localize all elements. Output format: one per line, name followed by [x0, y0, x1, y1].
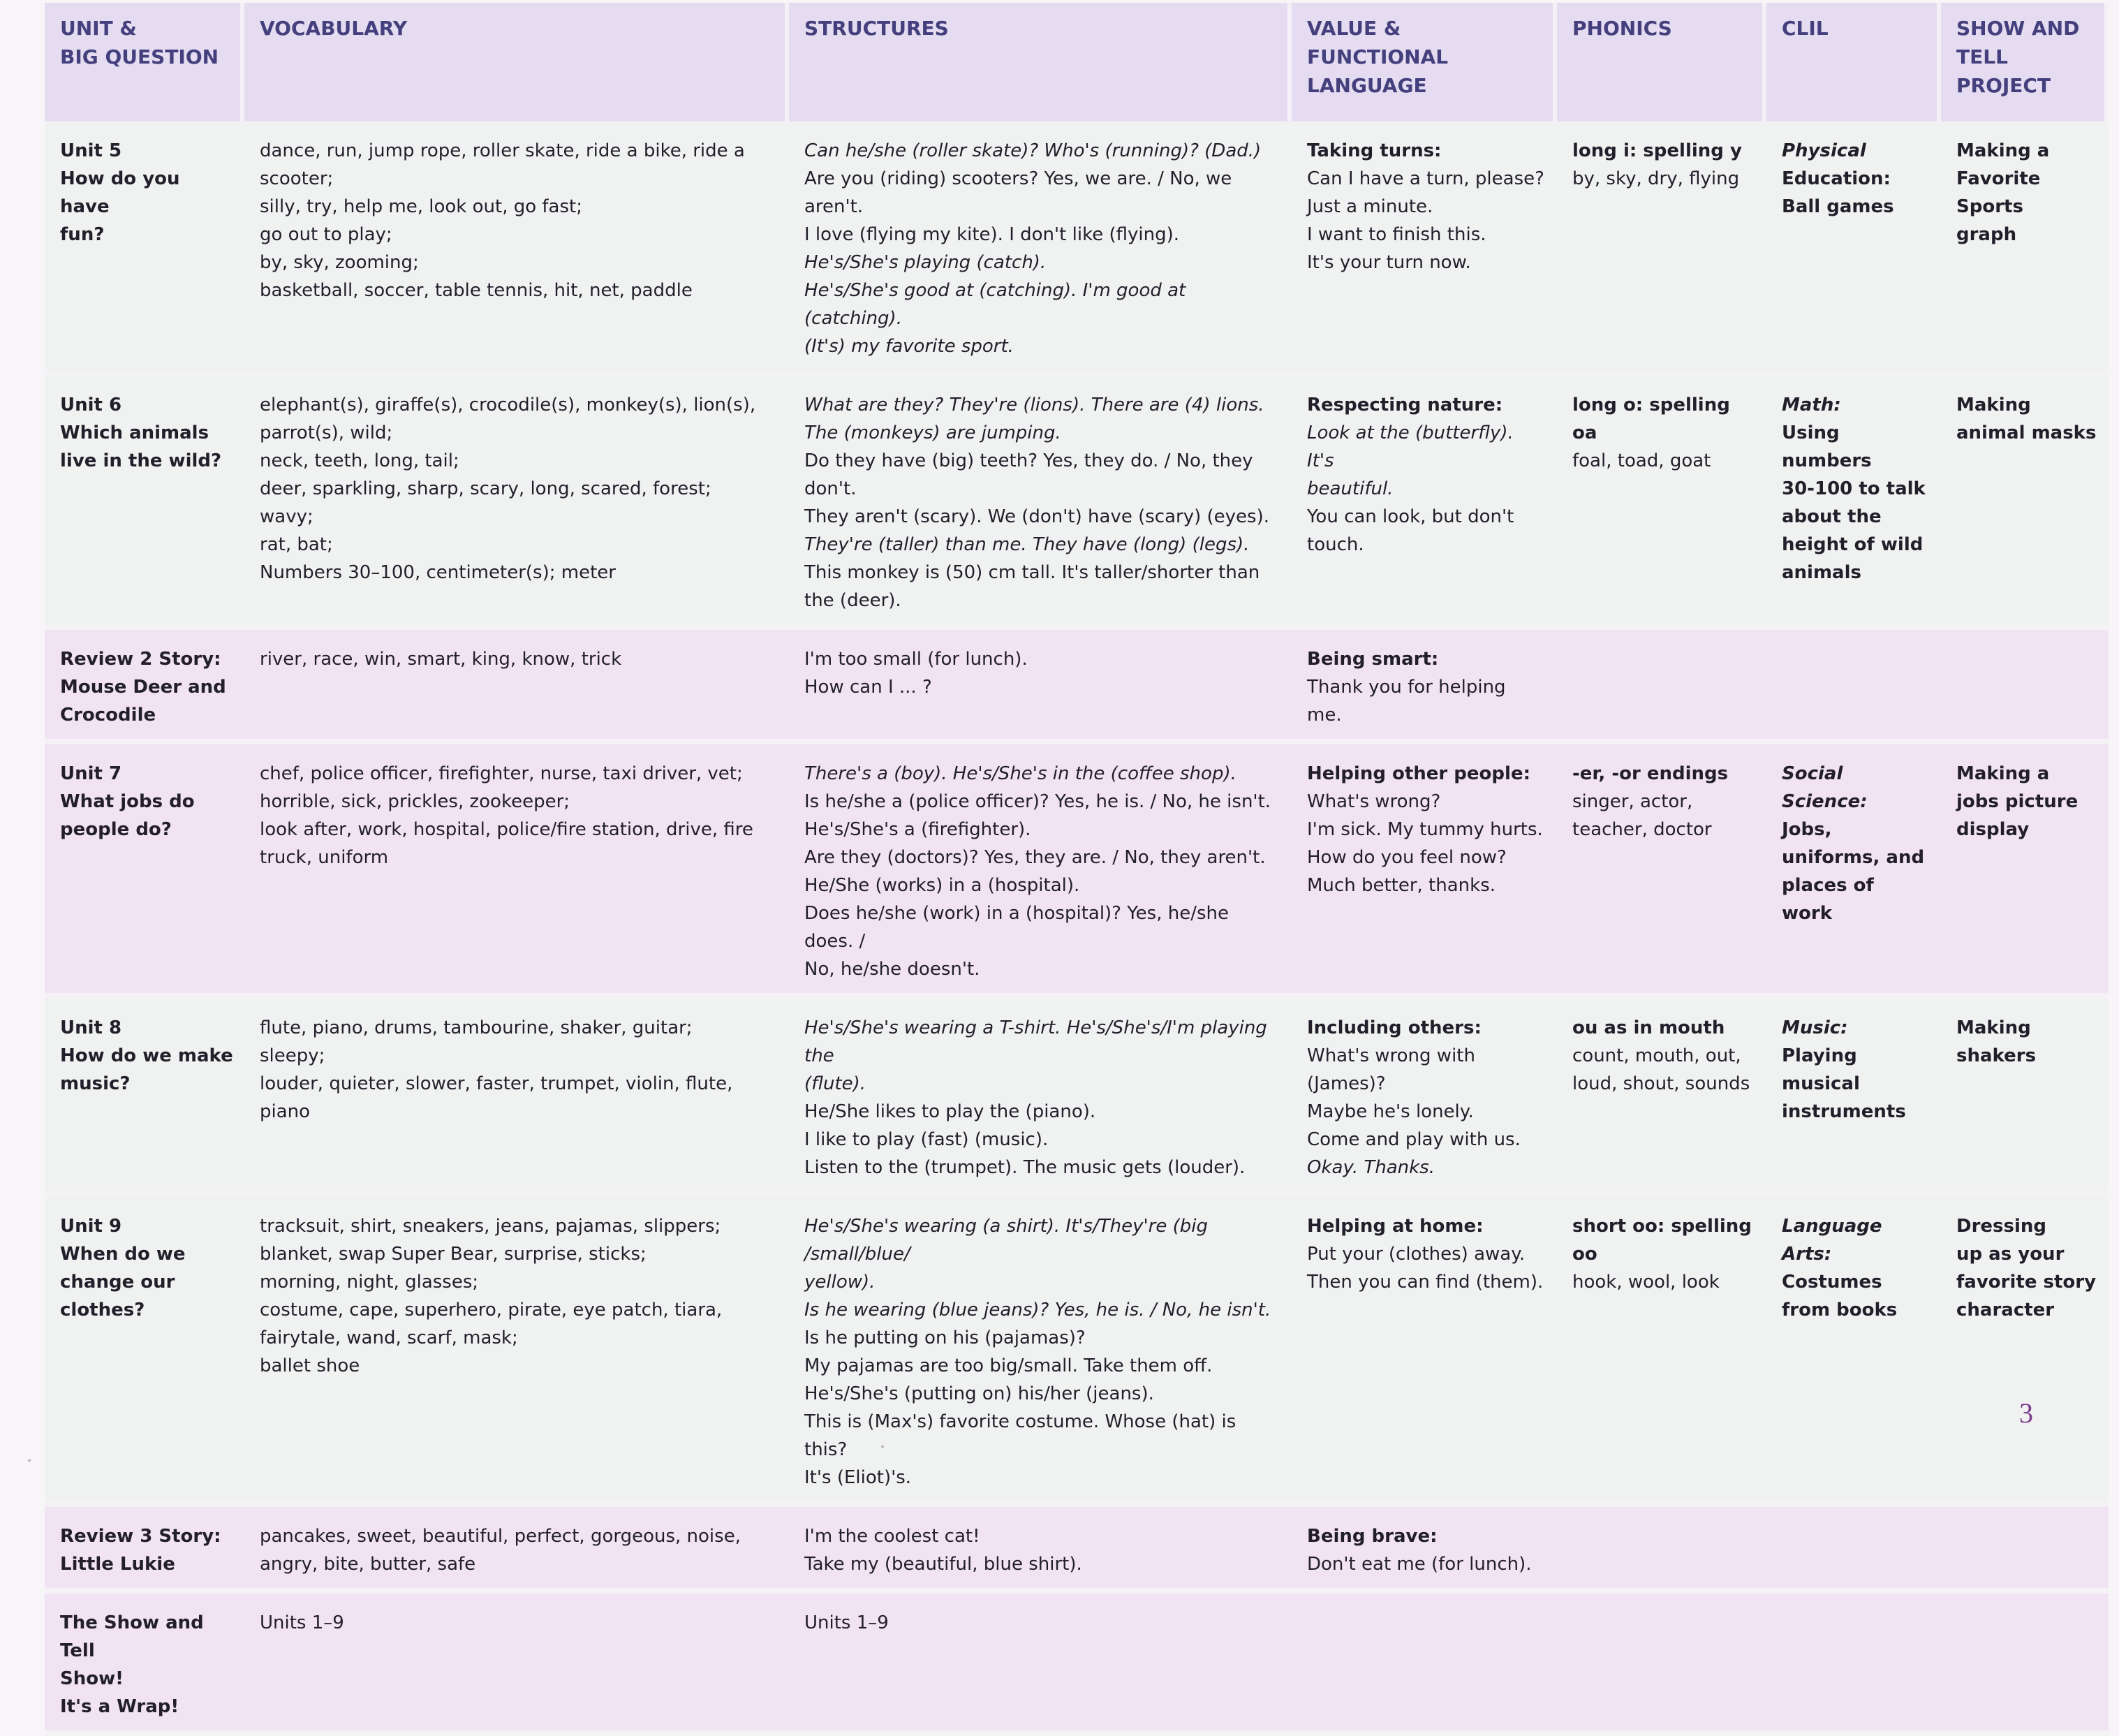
cell-vocabulary	[244, 122, 789, 376]
table-row	[45, 1507, 2109, 1594]
text-line: Music:	[1782, 1017, 1848, 1038]
text-line: Put your (clothes) away.	[1307, 1244, 1526, 1265]
table-row	[45, 630, 2109, 744]
text-line: How do we make	[60, 1045, 233, 1066]
cell-project	[1941, 744, 2109, 999]
text-line: Jobs,	[1782, 819, 1832, 840]
text-line: Social Science:	[1782, 763, 1868, 812]
cell-clil	[1766, 1594, 1941, 1736]
cell-structures	[789, 744, 1292, 999]
text-line: He's/She's playing (catch).	[804, 252, 1047, 273]
text-line: shakers	[1956, 1045, 2037, 1066]
text-line: (flute).	[804, 1073, 866, 1094]
text-line: Review 2 Story:	[60, 649, 221, 670]
text-line: truck, uniform	[260, 847, 389, 868]
text-line: I like to play (fast) (music).	[804, 1129, 1049, 1150]
header-vocabulary	[244, 3, 789, 122]
text-line: Do they have (big) teeth? Yes, they do. / No, they don't.	[804, 450, 1253, 499]
page-number: 3	[2019, 1397, 2033, 1429]
cell-phonics	[1557, 376, 1766, 630]
header-project	[1941, 3, 2109, 122]
text-line: He's/She's good at (catching). I'm good at (catching).	[804, 280, 1186, 329]
text-line: FUNCTIONAL	[1307, 45, 1449, 68]
text-line: UNIT &	[60, 17, 137, 40]
text-line: BIG QUESTION	[60, 45, 219, 68]
text-line: graph	[1956, 224, 2017, 245]
cell-structures	[789, 999, 1292, 1197]
text-line: Review 3 Story:	[60, 1526, 221, 1547]
cell-vocabulary	[244, 630, 789, 744]
text-line: Which animals	[60, 422, 209, 443]
text-line: hook, wool, look	[1572, 1272, 1720, 1293]
cell-structures	[789, 1507, 1292, 1594]
text-line: Come and play with us.	[1307, 1129, 1521, 1150]
text-line: oo	[1572, 1244, 1597, 1265]
text-line: Okay. Thanks.	[1307, 1157, 1435, 1178]
text-line: Making a	[1956, 140, 2050, 161]
text-line: Is he putting on his (pajamas)?	[804, 1327, 1086, 1348]
cell-phonics	[1557, 630, 1766, 744]
header-structures	[789, 3, 1292, 122]
text-line: It's your turn now.	[1307, 252, 1471, 273]
text-line: He's/She's (putting on) his/her (jeans).	[804, 1383, 1154, 1404]
text-line: Much better, thanks.	[1307, 875, 1496, 896]
text-line: the (deer).	[804, 590, 901, 611]
cell-unit	[45, 1507, 244, 1594]
text-line: music?	[60, 1073, 131, 1094]
text-line: This is (Max's) favorite costume. Whose (hat) is this?	[804, 1411, 1236, 1460]
text-line: fairytale, wand, scarf, mask;	[260, 1327, 518, 1348]
text-line: He's/She's a (firefighter).	[804, 819, 1031, 840]
table-row	[45, 376, 2109, 630]
text-line: Physical	[1782, 140, 1866, 161]
text-line: silly, try, help me, look out, go fast;	[260, 196, 582, 217]
text-line: They're (taller) than me. They have (long) (legs).	[804, 534, 1250, 555]
cell-project	[1941, 1197, 2109, 1507]
cell-structures	[789, 122, 1292, 376]
cell-structures	[789, 630, 1292, 744]
text-line: favorite story	[1956, 1272, 2097, 1293]
text-line: He's/She's wearing (a shirt). It's/They're (big /small/blue/	[804, 1216, 1208, 1265]
text-line: 30-100 to talk	[1782, 478, 1926, 499]
text-line: It's (Eliot)'s.	[804, 1467, 912, 1488]
text-line: He/She likes to play the (piano).	[804, 1101, 1096, 1122]
text-line: long i: spelling y	[1572, 140, 1742, 161]
cell-clil	[1766, 999, 1941, 1197]
text-line: Playing	[1782, 1045, 1857, 1066]
cell-project	[1941, 999, 2109, 1197]
cell-vocabulary	[244, 376, 789, 630]
text-line: You can look, but don't	[1307, 506, 1514, 527]
text-line: Units 1–9	[260, 1612, 344, 1633]
cell-project	[1941, 122, 2109, 376]
text-line: scooter;	[260, 168, 334, 189]
cell-unit	[45, 744, 244, 999]
text-line: Maybe he's lonely.	[1307, 1101, 1474, 1122]
text-line: Listen to the (trumpet). The music gets (louder).	[804, 1157, 1246, 1178]
text-line: clothes?	[60, 1300, 145, 1321]
table-row	[45, 999, 2109, 1197]
text-line: dance, run, jump rope, roller skate, ride a bike, ride a	[260, 140, 745, 161]
cell-phonics	[1557, 999, 1766, 1197]
text-line: VALUE &	[1307, 17, 1401, 40]
text-line: (It's) my favorite sport.	[804, 336, 1014, 357]
text-line: VOCABULARY	[260, 17, 408, 40]
text-line: ballet shoe	[260, 1355, 360, 1376]
text-line: parrot(s), wild;	[260, 422, 393, 443]
text-line: chef, police officer, firefighter, nurse, taxi driver, vet;	[260, 763, 743, 784]
header-phonics	[1557, 3, 1766, 122]
text-line: Taking turns:	[1307, 140, 1442, 161]
text-line: My pajamas are too big/small. Take them off.	[804, 1355, 1213, 1376]
text-line: Making	[1956, 1017, 2031, 1038]
text-line: basketball, soccer, table tennis, hit, net, paddle	[260, 280, 693, 301]
text-line: from books	[1782, 1300, 1898, 1321]
text-line: Dressing	[1956, 1216, 2047, 1237]
cell-phonics	[1557, 122, 1766, 376]
text-line: Show!	[60, 1668, 124, 1689]
text-line: Can he/she (roller skate)? Who's (running)? (Dad.)	[804, 140, 1262, 161]
cell-unit	[45, 999, 244, 1197]
text-line: louder, quieter, slower, faster, trumpet, violin, flute, piano	[260, 1073, 733, 1122]
text-line: flute, piano, drums, tambourine, shaker, guitar;	[260, 1017, 693, 1038]
text-line: up as your	[1956, 1244, 2065, 1265]
text-line: The Show and Tell	[60, 1612, 204, 1661]
text-line: Helping other people:	[1307, 763, 1530, 784]
text-line: animal masks	[1956, 422, 2097, 443]
text-line: Numbers 30–100, centimeter(s); meter	[260, 562, 616, 583]
text-line: instruments	[1782, 1101, 1906, 1122]
text-line: jobs picture	[1956, 791, 2079, 812]
cell-unit	[45, 630, 244, 744]
text-line: What's wrong?	[1307, 791, 1441, 812]
text-line: angry, bite, butter, safe	[260, 1554, 476, 1575]
text-line: Unit 6	[60, 395, 122, 415]
cell-unit	[45, 376, 244, 630]
text-line: about the	[1782, 506, 1882, 527]
text-line: I'm the coolest cat!	[804, 1526, 980, 1547]
text-line: numbers	[1782, 450, 1872, 471]
cell-value	[1292, 630, 1557, 744]
cell-vocabulary	[244, 999, 789, 1197]
text-line: Is he wearing (blue jeans)? Yes, he is. / No, he isn't.	[804, 1300, 1271, 1321]
text-line: Being brave:	[1307, 1526, 1438, 1547]
text-line: Are you (riding) scooters? Yes, we are. / No, we aren't.	[804, 168, 1232, 217]
text-line: fun?	[60, 224, 105, 245]
text-line: Math:	[1782, 395, 1841, 415]
text-line: The (monkeys) are jumping.	[804, 422, 1061, 443]
text-line: -er, -or endings	[1572, 763, 1729, 784]
text-line: places of work	[1782, 875, 1874, 924]
cell-value	[1292, 1507, 1557, 1594]
text-line: foal, toad, goat	[1572, 450, 1711, 471]
cell-value	[1292, 122, 1557, 376]
text-line: This monkey is (50) cm tall. It's taller/shorter than	[804, 562, 1260, 583]
header-clil	[1766, 3, 1941, 122]
text-line: How do you feel now?	[1307, 847, 1507, 868]
text-line: beautiful.	[1307, 478, 1394, 499]
print-speck	[881, 1446, 884, 1448]
table-row	[45, 1594, 2109, 1736]
text-line: Unit 7	[60, 763, 122, 784]
text-line: Using	[1782, 422, 1840, 443]
cell-project	[1941, 1594, 2109, 1736]
text-line: tracksuit, shirt, sneakers, jeans, pajamas, slippers;	[260, 1216, 721, 1237]
text-line: look after, work, hospital, police/fire station, drive, fire	[260, 819, 753, 840]
text-line: musical	[1782, 1073, 1860, 1094]
text-line: I'm too small (for lunch).	[804, 649, 1028, 670]
text-line: long o: spelling oa	[1572, 395, 1730, 443]
cell-unit	[45, 1197, 244, 1507]
text-line: display	[1956, 819, 2030, 840]
cell-phonics	[1557, 1507, 1766, 1594]
text-line: There's a (boy). He's/She's in the (coffee shop).	[804, 763, 1236, 784]
text-line: STRUCTURES	[804, 17, 949, 40]
text-line: How can I ... ?	[804, 677, 932, 698]
text-line: Being smart:	[1307, 649, 1439, 670]
text-line: SHOW AND	[1956, 17, 2080, 40]
text-line: Including others:	[1307, 1017, 1482, 1038]
cell-vocabulary	[244, 744, 789, 999]
text-line: elephant(s), giraffe(s), crocodile(s), monkey(s), lion(s),	[260, 395, 756, 415]
text-line: No, he/she doesn't.	[804, 959, 980, 980]
text-line: singer, actor,	[1572, 791, 1693, 812]
text-line: Respecting nature:	[1307, 395, 1503, 415]
text-line: Can I have a turn, please?	[1307, 168, 1544, 189]
cell-clil	[1766, 1507, 1941, 1594]
cell-phonics	[1557, 744, 1766, 999]
text-line: height of wild	[1782, 534, 1924, 555]
cell-project	[1941, 376, 2109, 630]
text-line: teacher, doctor	[1572, 819, 1712, 840]
text-line: animals	[1782, 562, 1861, 583]
text-line: neck, teeth, long, tail;	[260, 450, 459, 471]
text-line: Ball games	[1782, 196, 1894, 217]
text-line: sleepy;	[260, 1045, 325, 1066]
text-line: He's/She's wearing a T-shirt. He's/She's/I'm playing the	[804, 1017, 1267, 1066]
text-line: They aren't (scary). We (don't) have (scary) (eyes).	[804, 506, 1269, 527]
syllabus-rows	[45, 122, 2109, 1736]
text-line: character	[1956, 1300, 2055, 1321]
cell-phonics	[1557, 1197, 1766, 1507]
text-line: Making a	[1956, 763, 2050, 784]
cell-vocabulary	[244, 1197, 789, 1507]
text-line: Education:	[1782, 168, 1891, 189]
text-line: by, sky, zooming;	[260, 252, 419, 273]
text-line: blanket, swap Super Bear, surprise, sticks;	[260, 1244, 647, 1265]
table-row	[45, 744, 2109, 999]
text-line: What jobs do	[60, 791, 195, 812]
cell-project	[1941, 630, 2109, 744]
cell-value	[1292, 1197, 1557, 1507]
text-line: Look at the (butterfly). It's	[1307, 422, 1514, 471]
text-line: short oo: spelling	[1572, 1216, 1752, 1237]
text-line: uniforms, and	[1782, 847, 1925, 868]
text-line: Little Lukie	[60, 1554, 175, 1575]
table-row	[45, 122, 2109, 376]
text-line: morning, night, glasses;	[260, 1272, 479, 1293]
text-line: horrible, sick, prickles, zookeeper;	[260, 791, 570, 812]
text-line: I love (flying my kite). I don't like (flying).	[804, 224, 1179, 245]
text-line: by, sky, dry, flying	[1572, 168, 1740, 189]
text-line: change our	[60, 1272, 175, 1293]
cell-unit	[45, 1594, 244, 1736]
text-line: LANGUAGE	[1307, 74, 1427, 97]
text-line: When do we	[60, 1244, 186, 1265]
cell-structures	[789, 1197, 1292, 1507]
cell-phonics	[1557, 1594, 1766, 1736]
text-line: yellow).	[804, 1272, 876, 1293]
cell-value	[1292, 744, 1557, 999]
cell-clil	[1766, 122, 1941, 376]
text-line: Units 1–9	[804, 1612, 889, 1633]
text-line: What are they? They're (lions). There are (4) lions.	[804, 395, 1264, 415]
text-line: CLIL	[1782, 17, 1829, 40]
text-line: What's wrong with (James)?	[1307, 1045, 1475, 1094]
text-line: It's a Wrap!	[60, 1696, 179, 1717]
text-line: loud, shout, sounds	[1572, 1073, 1750, 1094]
text-line: Crocodile	[60, 705, 156, 726]
cell-structures	[789, 1594, 1292, 1736]
cell-vocabulary	[244, 1507, 789, 1594]
text-line: costume, cape, superhero, pirate, eye patch, tiara,	[260, 1300, 723, 1321]
text-line: touch.	[1307, 534, 1364, 555]
text-line: rat, bat;	[260, 534, 333, 555]
text-line: Does he/she (work) in a (hospital)? Yes, he/she does. /	[804, 903, 1230, 952]
text-line: Helping at home:	[1307, 1216, 1484, 1237]
text-line: people do?	[60, 819, 172, 840]
text-line: wavy;	[260, 506, 313, 527]
text-line: Costumes	[1782, 1272, 1882, 1293]
text-line: Take my (beautiful, blue shirt).	[804, 1554, 1082, 1575]
text-line: go out to play;	[260, 224, 392, 245]
text-line: Mouse Deer and	[60, 677, 226, 698]
cell-value	[1292, 999, 1557, 1197]
cell-project	[1941, 1507, 2109, 1594]
text-line: Is he/she a (police officer)? Yes, he is. / No, he isn't.	[804, 791, 1271, 812]
text-line: Making	[1956, 395, 2031, 415]
cell-clil	[1766, 744, 1941, 999]
text-line: He/She (works) in a (hospital).	[804, 875, 1080, 896]
text-line: I'm sick. My tummy hurts.	[1307, 819, 1543, 840]
text-line: Unit 8	[60, 1017, 122, 1038]
text-line: live in the wild?	[60, 450, 222, 471]
text-line: Thank you for helping me.	[1307, 677, 1506, 726]
cell-clil	[1766, 1197, 1941, 1507]
cell-unit	[45, 122, 244, 376]
text-line: How do you have	[60, 168, 180, 217]
text-line: ou as in mouth	[1572, 1017, 1725, 1038]
cell-clil	[1766, 630, 1941, 744]
text-line: PHONICS	[1572, 17, 1672, 40]
print-speck	[28, 1459, 31, 1462]
text-line: pancakes, sweet, beautiful, perfect, gorgeous, noise,	[260, 1526, 741, 1547]
header-unit	[45, 3, 244, 122]
cell-value	[1292, 1594, 1557, 1736]
text-line: Language Arts:	[1782, 1216, 1882, 1265]
syllabus-table	[45, 3, 2109, 1736]
text-line: Then you can find (them).	[1307, 1272, 1544, 1293]
cell-structures	[789, 376, 1292, 630]
text-line: TELL PROJECT	[1956, 45, 2051, 97]
cell-value	[1292, 376, 1557, 630]
text-line: Just a minute.	[1307, 196, 1433, 217]
cell-clil	[1766, 376, 1941, 630]
text-line: count, mouth, out,	[1572, 1045, 1741, 1066]
text-line: I want to finish this.	[1307, 224, 1486, 245]
text-line: Are they (doctors)? Yes, they are. / No, they aren't.	[804, 847, 1266, 868]
text-line: Unit 9	[60, 1216, 122, 1237]
text-line: deer, sparkling, sharp, scary, long, scared, forest;	[260, 478, 711, 499]
table-row	[45, 1197, 2109, 1507]
header-value	[1292, 3, 1557, 122]
text-line: Don't eat me (for lunch).	[1307, 1554, 1532, 1575]
text-line: river, race, win, smart, king, know, trick	[260, 649, 622, 670]
text-line: Unit 5	[60, 140, 122, 161]
cell-vocabulary	[244, 1594, 789, 1736]
header-row	[45, 3, 2109, 122]
text-line: Favorite Sports	[1956, 168, 2041, 217]
